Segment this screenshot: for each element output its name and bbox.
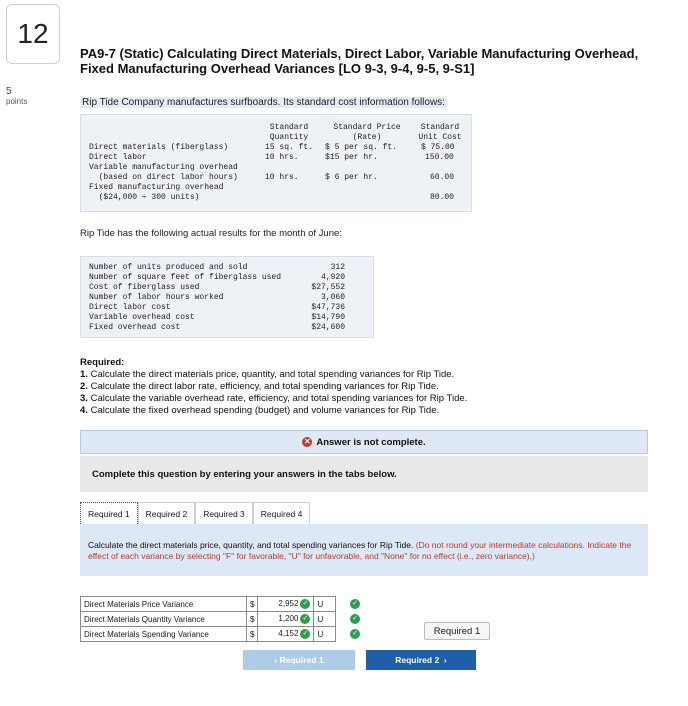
required-item: 2. Calculate the direct labor rate, efficiency, and total spending variances for Rip Tide.	[80, 381, 439, 392]
required-heading: Required:	[80, 357, 125, 368]
dollar-sign: $	[247, 627, 258, 642]
answer-table	[80, 596, 336, 642]
check-icon: ✓	[350, 599, 360, 609]
required-section	[80, 357, 640, 417]
actual-row-label: Variable overhead cost	[89, 313, 195, 322]
question-number: 12	[6, 4, 60, 64]
chevron-right-icon: ›	[439, 655, 447, 665]
table-row	[81, 627, 336, 642]
std-row-unit: 150.00	[425, 153, 454, 162]
check-icon: ✓	[300, 629, 310, 639]
required-item: 1. Calculate the direct materials price, quantity, and total spending variances for Rip Tide.	[80, 369, 455, 380]
actual-results-table	[80, 256, 374, 338]
table-row	[81, 612, 336, 627]
tab-required-3[interactable]: Required 3	[195, 502, 253, 524]
check-icon: ✓	[350, 614, 360, 624]
next-required-button[interactable]: Required 2 ›	[366, 650, 476, 670]
check-icon: ✓	[350, 629, 360, 639]
std-row-label: (based on direct labor hours)	[89, 173, 238, 182]
std-row-label: Variable manufacturing overhead	[89, 163, 238, 172]
unit-header-2: Unit Cost	[418, 133, 462, 142]
variance-amount-input[interactable]: 1,200 ✓	[258, 612, 314, 627]
actual-row-label: Cost of fiberglass used	[89, 283, 200, 292]
std-row-unit: 80.00	[430, 193, 455, 202]
answer-status-bar	[80, 430, 648, 454]
actual-row-value: $47,736	[311, 303, 345, 312]
actual-intro-text: Rip Tide has the following actual results for the month of June:	[80, 228, 342, 239]
tab-instructions-main: Calculate the direct materials price, quantity, and total spending variances for Rip Tide.	[88, 540, 416, 550]
required-item: 3. Calculate the variable overhead rate, efficiency, and total spending variances for Rip Tide.	[80, 393, 468, 404]
std-row-unit: 60.00	[430, 173, 455, 182]
variance-amount-input[interactable]: 4,152 ✓	[258, 627, 314, 642]
tab-bar	[80, 502, 310, 524]
points-value: 5	[6, 86, 12, 97]
tab-instructions	[80, 524, 648, 576]
variance-amount-input[interactable]: 2,952 ✓	[258, 597, 314, 612]
standard-cost-table	[80, 114, 472, 212]
tab-required-2[interactable]: Required 2	[138, 502, 196, 524]
variance-label: Direct Materials Price Variance	[81, 597, 247, 612]
std-row-unit: $ 75.00	[421, 143, 455, 152]
actual-row-label: Direct labor cost	[89, 303, 171, 312]
actual-row-label: Number of units produced and sold	[89, 263, 248, 272]
actual-row-value: 4,920	[320, 273, 345, 282]
std-row-price: $ 5 per sq. ft.	[325, 143, 398, 152]
current-tab-indicator[interactable]: Required 1	[424, 622, 490, 640]
std-row-qty: 10 hrs.	[265, 173, 299, 182]
points-label: points	[6, 97, 28, 106]
std-row-price: $ 6 per hr.	[325, 173, 378, 182]
actual-row-label: Number of labor hours worked	[89, 293, 224, 302]
tab-required-4[interactable]: Required 4	[253, 502, 311, 524]
dollar-sign: $	[247, 612, 258, 627]
tab-instructions-note: (Do not round your intermediate calculations. Indicate the effect of each variance by selecting "F" for favorable, "U" for unfavorable, and "None" for no effect (i.e., zero variance).)	[88, 540, 632, 561]
prev-required-button[interactable]: ‹ Required 1	[243, 650, 355, 670]
check-icon: ✓	[300, 614, 310, 624]
effect-select[interactable]: U	[314, 597, 336, 612]
dollar-sign: $	[247, 597, 258, 612]
std-row-label: ($24,000 ÷ 300 units)	[89, 193, 200, 202]
actual-row-value: 3,060	[320, 293, 345, 302]
check-icon: ✓	[300, 599, 310, 609]
x-circle-icon: ✕	[304, 437, 311, 446]
tab-required-1[interactable]: Required 1	[80, 502, 138, 524]
std-row-label: Direct labor	[89, 153, 147, 162]
std-row-qty: 15 sq. ft.	[265, 143, 314, 152]
std-row-price: $15 per hr.	[325, 153, 378, 162]
intro-text: Rip Tide Company manufactures surfboards. Its standard cost information follows:	[82, 97, 445, 108]
std-row-label: Direct materials (fiberglass)	[89, 143, 229, 152]
std-row-qty: 10 hrs.	[265, 153, 299, 162]
actual-row-label: Fixed overhead cost	[89, 323, 181, 332]
qty-header-1: Standard	[269, 123, 309, 132]
effect-select[interactable]: U	[314, 612, 336, 627]
actual-row-value: 312	[330, 263, 345, 272]
question-title: PA9-7 (Static) Calculating Direct Materials, Direct Labor, Variable Manufacturing Overhead, Fixed Manufacturing Overhead Variances [LO 9-3, 9-4, 9-5, 9-S1]	[80, 46, 639, 76]
qty-header-2: Quantity	[269, 133, 309, 142]
chevron-left-icon: ‹	[274, 655, 280, 665]
actual-row-label: Number of square feet of fiberglass used	[89, 273, 282, 282]
effect-select[interactable]: U	[314, 627, 336, 642]
price-header-1: Standard Price	[333, 123, 401, 132]
answer-status-text: Answer is not complete.	[316, 436, 426, 448]
unit-header-1: Standard	[420, 123, 460, 132]
actual-row-value: $27,552	[311, 283, 345, 292]
actual-row-value: $14,790	[311, 313, 345, 322]
variance-label: Direct Materials Quantity Variance	[81, 612, 247, 627]
price-header-2: (Rate)	[352, 133, 382, 142]
table-row	[81, 597, 336, 612]
actual-row-value: $24,600	[311, 323, 345, 332]
std-row-label: Fixed manufacturing overhead	[89, 183, 224, 192]
variance-label: Direct Materials Spending Variance	[81, 627, 247, 642]
required-item: 4. Calculate the fixed overhead spending (budget) and volume variances for Rip Tide.	[80, 405, 440, 416]
instructions-bar: Complete this question by entering your answers in the tabs below.	[80, 456, 648, 492]
